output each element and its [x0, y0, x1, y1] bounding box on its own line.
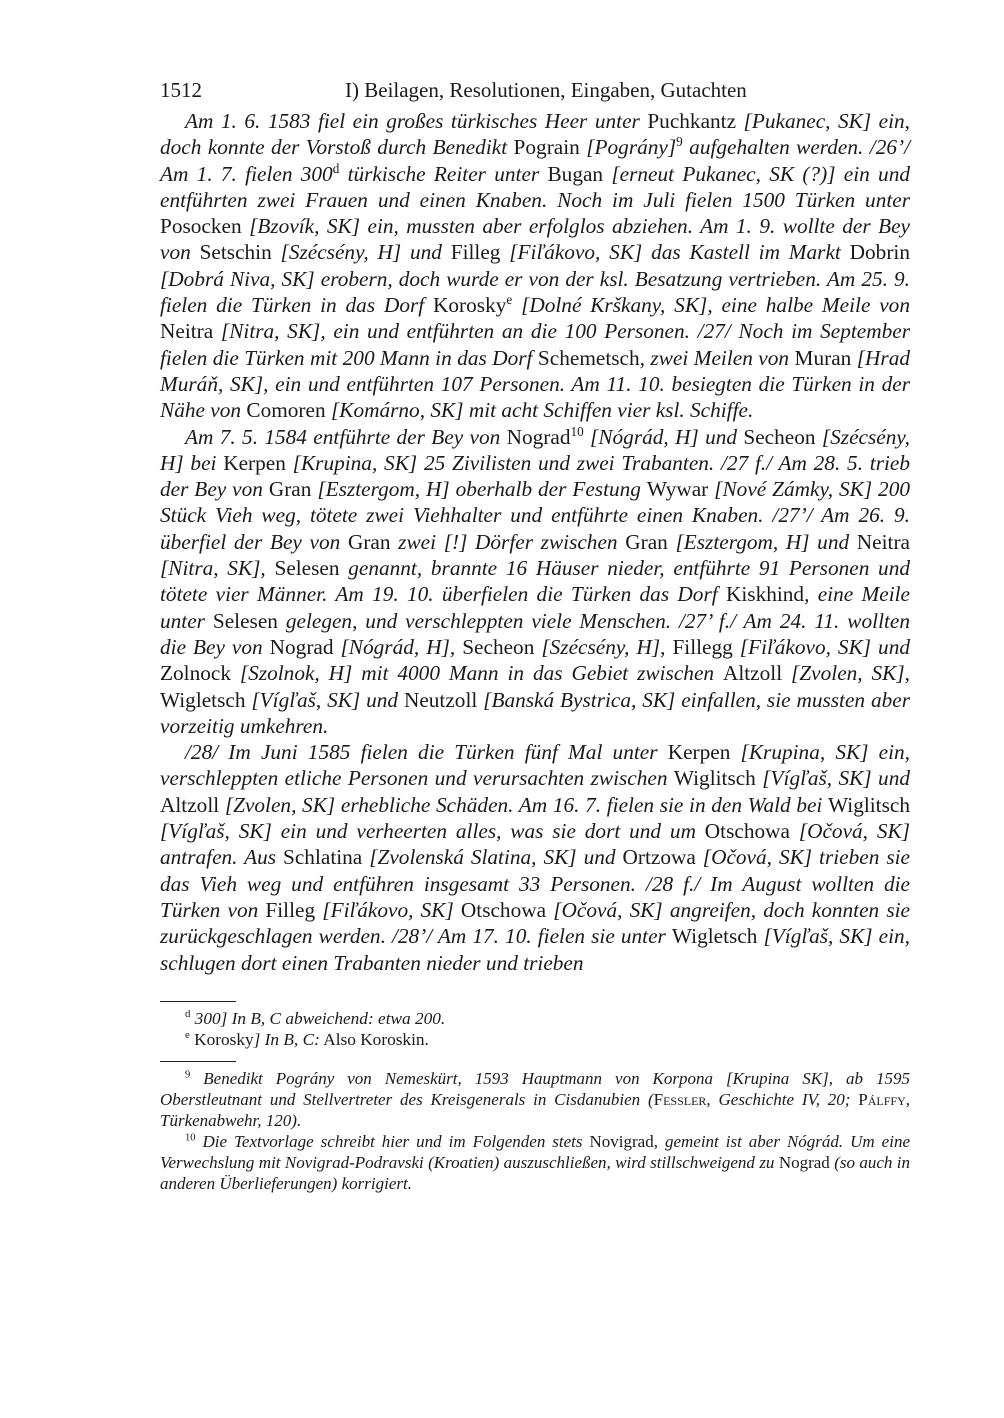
italic-text-run: [Očová, SK] angreifen, doch konnten sie zurückgeschlagen werden. /28’/ Am 17. 10. fielen sie unter: [160, 897, 910, 949]
place-name-run: Secheon: [743, 424, 816, 449]
place-name-run: Nograd: [506, 424, 571, 449]
place-name-run: Pálffy: [858, 1089, 906, 1109]
place-name-run: Neitra: [856, 529, 911, 554]
place-name-run: Nograd: [778, 1152, 830, 1172]
italic-text-run: [Hrad Muráň, SK], ein und entführten 107 Personen. Am 11. 10. besiegten die Türken in der Nähe von: [160, 345, 910, 423]
italic-text-run: [Fiľákovo, SK]: [315, 897, 461, 922]
italic-text-run: [Bzovík, SK] ein, mussten aber erfolglos abziehen. Am 1. 9. wollte der Bey von: [160, 214, 910, 265]
italic-text-run: türkische Reiter unter: [339, 161, 548, 186]
place-name-run: Schlatina: [283, 845, 363, 870]
apparatus-note: [160, 1029, 910, 1051]
italic-text-run: Benedikt Pográny von Nemeskürt, 1593 Hauptmann von Korpona [Krupina SK], ab 1595 Oberstleutnant und Stellvertreter des Kreisgenerals in Cisdanubien (: [160, 1068, 910, 1109]
note-marker: 10: [185, 1132, 196, 1144]
place-name-run: Wywar: [646, 477, 709, 502]
place-name-run: Wigletsch: [160, 687, 246, 712]
italic-text-run: [Očová, SK] antrafen. Aus: [160, 819, 911, 870]
italic-text-run: [Dolné Krškany, SK], eine halbe Meile von: [512, 293, 910, 318]
place-name-run: Korosky: [433, 293, 507, 318]
place-name-run: Fessler: [653, 1089, 707, 1109]
document-page: [160, 78, 910, 1194]
page-number: 1512: [160, 78, 202, 102]
place-name-run: Selesen: [274, 556, 340, 581]
italic-text-run: [Zvolen, SK],: [782, 661, 910, 686]
italic-text-run: [Nové Zámky, SK] 200 Stück Vieh weg, tötete zwei Viehhalter und entführte einen Knaben. /27’/ Am 26. 9. überfiel der Bey von: [160, 477, 911, 554]
place-name-run: Gran: [268, 477, 312, 502]
place-name-run: Posocken: [160, 214, 242, 239]
italic-text-run: , gemeint ist aber Nógrád. Um eine Verwechslung mit Novigrad-Podravski (Kroatien) auszuschließen, wird stillschweigend zu: [160, 1131, 910, 1172]
italic-text-run: 300] In B, C abweichend: etwa 200.: [190, 1008, 446, 1028]
place-name-run: Setschin: [199, 240, 272, 265]
italic-text-run: [Zvolen, SK] erhebliche Schäden. Am 16. 7. fielen sie in den Wald bei: [219, 792, 829, 817]
place-name-run: Otschowa: [460, 897, 547, 922]
place-name-run: Filleg: [265, 897, 316, 922]
italic-text-run: ] In B, C:: [253, 1030, 320, 1050]
note-marker: e: [185, 1029, 190, 1042]
running-title: I) Beilagen, Resolutionen, Eingaben, Gutachten: [345, 78, 747, 102]
place-name-run: Filleg: [450, 240, 501, 265]
italic-text-run: [Fiľákovo, SK] das Kastell im Markt: [500, 240, 850, 265]
italic-text-run: [Komárno, SK] mit acht Schiffen vier ksl. Schiffe.: [325, 398, 754, 423]
italic-text-run: [Szécsény, H] bei: [160, 424, 910, 475]
italic-text-run: [Nitra, SK],: [160, 556, 275, 581]
place-name-run: Korosky: [189, 1030, 254, 1050]
place-name-run: Neutzoll: [403, 687, 478, 712]
italic-text-run: [Vígľaš, SK] und: [245, 687, 404, 712]
italic-text-run: [erneut Pukanec, SK (?)] ein und entführten zwei Frauen und einen Knaben. Noch im Juli fielen 1500 Türken unter: [160, 161, 911, 212]
italic-text-run: , Geschichte IV, 20;: [706, 1089, 859, 1109]
place-name-run: Wiglitsch: [673, 766, 756, 791]
italic-text-run: gelegen, und verschleppten viele Menschen. /27’ f./ Am 24. 11. wollten die Bey von: [160, 608, 910, 659]
italic-text-run: /28/ Im Juni 1585 fielen die Türken fünf Mal unter: [185, 740, 668, 765]
place-name-run: Gran: [625, 529, 668, 554]
italic-text-run: [Szolnok, H] mit 4000 Mann in das Gebiet zwischen: [230, 661, 723, 686]
italic-text-run: [Vígľaš, SK] und: [755, 766, 910, 791]
place-name-run: Otschowa: [704, 819, 790, 844]
italic-text-run: [Dobrá Niva, SK] erobern, doch wurde er von der ksl. Besatzung vertrieben. Am 25. 9. fielen die Türken in das Dorf: [160, 266, 910, 318]
italic-text-run: [Pográny]: [579, 135, 677, 160]
italic-text-run: [Nitra, SK], ein und entführten an die 100 Personen. /27/ Noch im September fielen die Türken mit 200 Mann in das Dorf: [160, 319, 910, 370]
italic-text-run: [Fiľákovo, SK] und: [732, 634, 911, 659]
place-name-run: Puchkantz: [647, 109, 737, 133]
apparatus-divider: [160, 1001, 236, 1002]
place-name-run: Altzoll: [722, 661, 783, 686]
italic-text-run: [Krupina, SK] 25 Zivilisten und zwei Trabanten. /27 f./ Am 28. 5. trieb der Bey von: [160, 450, 910, 502]
place-name-run: Novigrad: [589, 1131, 654, 1151]
note-marker: 9: [676, 134, 683, 150]
place-name-run: Nograd: [269, 634, 334, 659]
paragraph: [160, 739, 910, 976]
italic-text-run: [Zvolenská Slatina, SK] und: [362, 845, 623, 870]
place-name-run: Ortzowa: [622, 845, 696, 870]
critical-apparatus: [160, 1008, 910, 1051]
italic-text-run: [Krupina, SK] ein, verschleppten etliche Personen und verursachten zwischen: [160, 740, 911, 791]
italic-text-run: [Vígľaš, SK] ein und verheerten alles, was sie dort und um: [160, 819, 705, 844]
italic-text-run: [Szécsény, H],: [534, 634, 673, 659]
place-name-run: Pograin: [513, 135, 580, 160]
place-name-run: Selesen: [212, 608, 278, 633]
italic-text-run: , Türkenabwehr, 120).: [160, 1089, 911, 1130]
italic-text-run: [Nógrád, H] und: [583, 424, 744, 449]
apparatus-note: [160, 1008, 910, 1030]
note-marker: 10: [570, 423, 584, 439]
place-name-run: Comoren: [246, 398, 326, 423]
note-marker: e: [506, 291, 513, 307]
place-name-run: Fillegg: [672, 634, 733, 659]
paragraph: [160, 108, 910, 424]
footnote: [160, 1131, 910, 1194]
place-name-run: Dobrin: [849, 240, 910, 265]
place-name-run: Secheon: [462, 634, 535, 659]
italic-text-run: [Esztergom, H] und: [667, 529, 857, 554]
place-name-run: Wigletsch: [671, 924, 758, 949]
place-name-run: Schemetsch: [537, 345, 640, 370]
main-text: [160, 108, 910, 976]
paragraph: [160, 424, 910, 740]
page-header: [160, 78, 910, 108]
place-name-run: Bugan: [547, 161, 604, 186]
footnote-divider: [160, 1061, 236, 1062]
italic-text-run: Am 1. 6. 1583 fiel ein großes türkisches Heer unter: [185, 109, 648, 133]
place-name-run: Altzoll: [160, 792, 220, 817]
italic-text-run: genannt, brannte 16 Häuser nieder, entführte 91 Personen und tötete vier Männer. Am 19. 10. überfielen die Türken das Dorf: [160, 556, 911, 607]
italic-text-run: (so auch in anderen Überlieferungen) korrigiert.: [160, 1152, 910, 1193]
place-name-run: Gran: [347, 529, 391, 554]
place-name-run: Wiglitsch: [828, 792, 910, 817]
italic-text-run: [Banská Bystrica, SK] einfallen, sie mussten aber vorzeitig umkehren.: [160, 687, 910, 738]
note-marker: d: [332, 160, 340, 176]
italic-text-run: , eine Meile unter: [160, 582, 910, 633]
italic-text-run: aufgehalten werden. /26’/ Am 1. 7. fielen 300: [160, 135, 910, 186]
place-name-run: Kerpen: [223, 450, 286, 475]
place-name-run: Muran: [794, 345, 852, 370]
italic-text-run: [Pukanec, SK] ein, doch konnte der Vorstoß durch Benedikt: [160, 109, 910, 160]
italic-text-run: [Esztergom, H] oberhalb der Festung: [311, 477, 647, 502]
italic-text-run: [Očová, SK] trieben sie das Vieh weg und entführen insgesamt 33 Personen. /28 f./ Im August wollten die Türken von: [160, 845, 910, 922]
note-marker: d: [185, 1008, 191, 1021]
place-name-run: Kiskhind: [725, 582, 805, 607]
italic-text-run: Die Textvorlage schreibt hier und im Folgenden stets: [195, 1131, 590, 1151]
italic-text-run: zwei [!] Dörfer zwischen: [390, 529, 626, 554]
note-marker: 9: [185, 1069, 191, 1081]
italic-text-run: [Vígľaš, SK] ein, schlugen dort einen Trabanten nieder und trieben: [160, 924, 910, 975]
place-name-run: Zolnock: [160, 661, 231, 686]
place-name-run: Also Koroskin.: [319, 1030, 429, 1050]
italic-text-run: [Nógrád, H],: [333, 634, 463, 659]
italic-text-run: Am 7. 5. 1584 entführte der Bey von: [185, 424, 507, 449]
italic-text-run: [Szécsény, H] und: [271, 240, 451, 265]
place-name-run: Kerpen: [667, 740, 731, 765]
footnote: [160, 1068, 910, 1131]
place-name-run: Neitra: [160, 319, 214, 344]
footnotes: [160, 1068, 910, 1194]
italic-text-run: , zwei Meilen von: [639, 345, 795, 370]
